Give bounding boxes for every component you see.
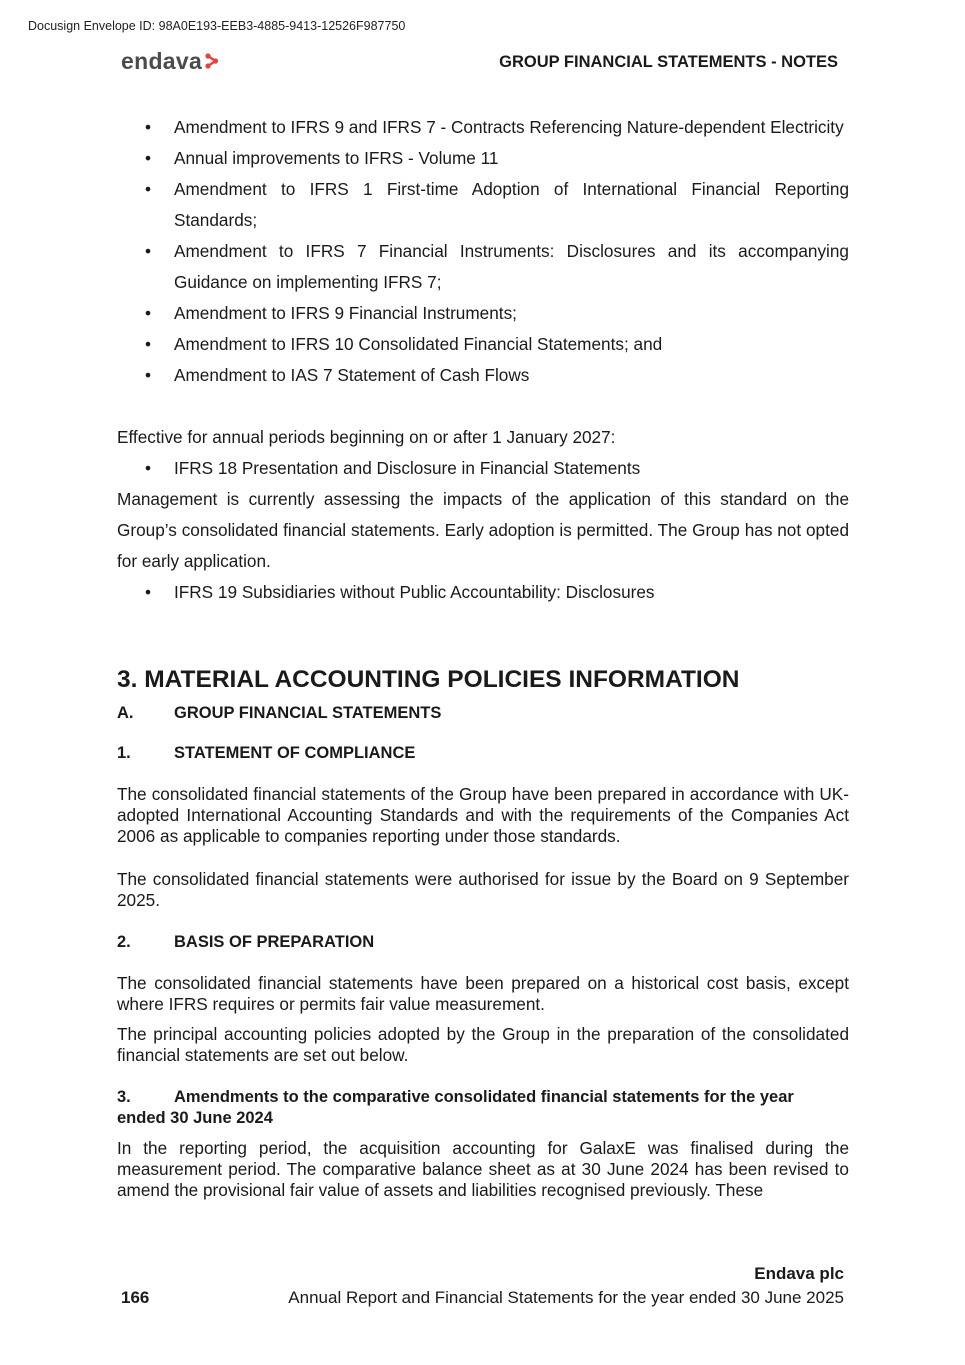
- list-item: • Amendment to IFRS 9 and IFRS 7 - Contracts Referencing Nature-dependent Electricity: [117, 112, 849, 143]
- list-item: • Amendment to IFRS 7 Financial Instruments: Disclosures and its accompanying Guidance on implementing IFRS 7;: [117, 236, 849, 298]
- compliance-paragraph-1: The consolidated financial statements of the Group have been prepared in accordance with UK-adopted International Accounting Standards and with the requirements of the Companies Act 2006 as applicable to companies reporting under those standards.: [117, 784, 849, 846]
- logo-mark-icon: [205, 53, 219, 69]
- assessment-paragraph: Management is currently assessing the impacts of the application of this standard on the Group’s consolidated financial statements. Early adoption is permitted. The Group has not opted for early application.: [117, 489, 849, 571]
- list-item: • Amendment to IAS 7 Statement of Cash Flows: [117, 360, 849, 391]
- bullet-icon: •: [145, 334, 152, 354]
- compliance-paragraph-2: The consolidated financial statements were authorised for issue by the Board on 9 September 2025.: [117, 869, 849, 910]
- subheading-group-financial-statements: A. GROUP FINANCIAL STATEMENTS: [117, 704, 442, 722]
- list-item: • Amendment to IFRS 1 First-time Adoption of International Financial Reporting Standards;: [117, 174, 849, 236]
- footer-report-title: Annual Report and Financial Statements for the year ended 30 June 2025: [288, 1288, 844, 1307]
- bullet-icon: •: [145, 179, 152, 199]
- document-body: [117, 112, 849, 1201]
- list-item: • Amendment to IFRS 10 Consolidated Financial Statements; and: [117, 329, 849, 360]
- docusign-envelope-id: Docusign Envelope ID: 98A0E193-EEB3-4885-9413-12526F987750: [28, 19, 406, 33]
- ifrs18-list: [117, 453, 849, 484]
- bullet-icon: •: [145, 117, 152, 137]
- basis-paragraph-2: The principal accounting policies adopted by the Group in the preparation of the consolidated financial statements are set out below.: [117, 1024, 849, 1065]
- bullet-icon: •: [145, 148, 152, 168]
- logo-wordmark: endava: [121, 47, 203, 74]
- section-heading: 3. MATERIAL ACCOUNTING POLICIES INFORMATION: [117, 666, 740, 693]
- list-item: • IFRS 18 Presentation and Disclosure in Financial Statements: [117, 453, 849, 484]
- amendments-list: [117, 112, 849, 391]
- page-number: 166: [121, 1288, 150, 1307]
- effective-2027-intro: Effective for annual periods beginning on or after 1 January 2027:: [117, 427, 616, 447]
- ifrs19-list: [117, 577, 849, 608]
- page-header-title: GROUP FINANCIAL STATEMENTS - NOTES: [499, 53, 838, 71]
- endava-logo: [121, 48, 219, 74]
- basis-paragraph-1: The consolidated financial statements have been prepared on a historical cost basis, except where IFRS requires or permits fair value measurement.: [117, 973, 849, 1014]
- bullet-icon: •: [145, 303, 152, 323]
- bullet-icon: •: [145, 458, 152, 478]
- subheading-amendments-comparative: 3. Amendments to the comparative consolidated financial statements for the year ended 30 June 2024: [117, 1088, 794, 1127]
- list-item: • IFRS 19 Subsidiaries without Public Accountability: Disclosures: [117, 577, 849, 608]
- amendments-paragraph: In the reporting period, the acquisition accounting for GalaxE was finalised during the measurement period. The comparative balance sheet as at 30 June 2024 has been revised to amend the provisional fair value of assets and liabilities recognised previously. These: [117, 1138, 849, 1200]
- bullet-icon: •: [145, 582, 152, 602]
- subheading-statement-of-compliance: 1. STATEMENT OF COMPLIANCE: [117, 744, 416, 762]
- list-item: • Annual improvements to IFRS - Volume 11: [117, 143, 849, 174]
- subheading-basis-of-preparation: 2. BASIS OF PREPARATION: [117, 933, 375, 951]
- footer-company-name: Endava plc: [754, 1264, 844, 1283]
- list-item: • Amendment to IFRS 9 Financial Instruments;: [117, 298, 849, 329]
- bullet-icon: •: [145, 241, 152, 261]
- bullet-icon: •: [145, 365, 152, 385]
